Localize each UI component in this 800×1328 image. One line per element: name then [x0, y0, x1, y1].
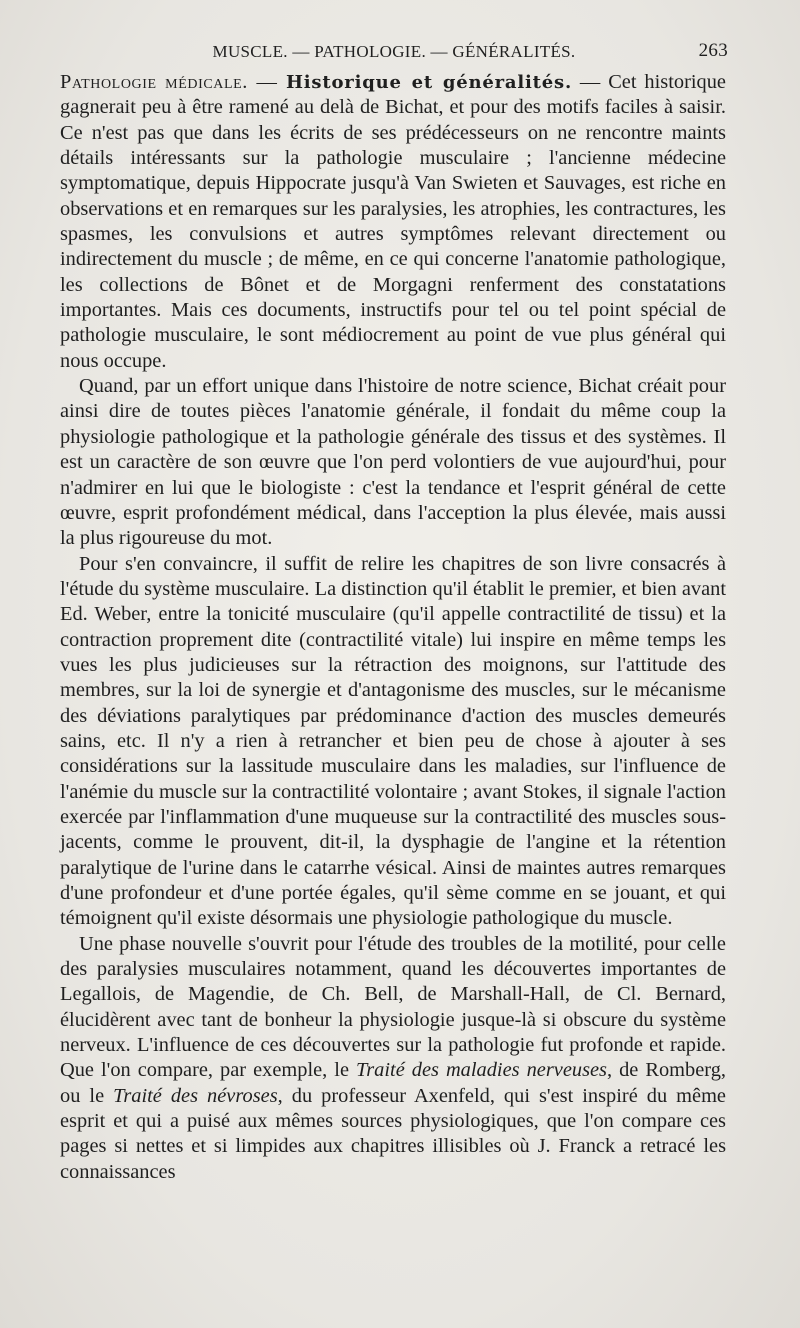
paragraph-text: Quand, par un effort unique dans l'histoire de notre science, Bichat créait pour ainsi dire de toutes pièces l'anatomie générale, il fondait du même coup la physiologie pathologique et la pathologie générale des tissus et des systèmes. Il est un caractère de son œuvre que l'on perd volontiers de vue aujourd'hui, pour n'admirer en lui que le biologiste : c'est la tendance et l'esprit général de cette œuvre, esprit profondément médical, dans l'acception la plus élevée, mais aussi la plus rigoureuse du mot. [60, 375, 726, 550]
running-head [60, 38, 728, 66]
page-number: 263 [698, 40, 728, 61]
paragraph [60, 552, 726, 932]
paragraph [60, 70, 726, 374]
book-title: Traité des névroses [113, 1084, 278, 1107]
paragraph [60, 932, 726, 1185]
paragraph-text: , du professeur Axenfeld, qui s'est inspiré du même esprit et qui a puisé aux mêmes sources physiologiques, que l'on compare ces pages si nettes et si limpides aux chapitres illisibles où J. Franck a retracé les connaissances [60, 1084, 726, 1183]
section-label: Pathologie médicale. — [60, 71, 286, 93]
section-heading: Historique et généralités. [285, 72, 573, 93]
running-title: MUSCLE. — PATHOLOGIE. — GÉNÉRALITÉS. [212, 42, 576, 61]
paragraph-text: Pour s'en convaincre, il suffit de relire les chapitres de son livre consacrés à l'étude du système musculaire. La distinction qu'il établit le premier, et bien avant Ed. Weber, entre la tonicité musculaire (qu'il appelle contractilité de tissu) et la contraction proprement dite (contractilité vitale) lui inspire en même temps les vues les plus judicieuses sur la rétraction des moignons, sur l'attitude des membres, sur la loi de synergie et d'antagonisme des muscles, sur le mécanisme des déviations paralytiques par prédominance d'action des muscles demeurés sains, etc. Il n'y a rien à retrancher et bien peu de chose à ajouter à ses considérations sur la lassitude musculaire dans les maladies, sur l'influence de l'anémie du muscle sur la contractilité volontaire ; avant Stokes, il signale l'action exercée par l'inflammation d'une muqueuse sur la contractilité des muscles sous-jacents, comme le prouvent, dit-il, la dysphagie de l'angine et la rétention paralytique de l'urine dans le catarrhe vésical. Ainsi de maintes autres remarques d'une profondeur et d'une portée égales, qu'il sème comme en se jouant, et qui témoignent qu'il existe désormais une physiologie pathologique du muscle. [60, 552, 726, 930]
paragraph [60, 374, 726, 551]
paragraph-text: — Cet historique gagnerait peu à être ramené au delà de Bichat, et pour des motifs faciles à saisir. Ce n'est pas que dans les écrits de ses prédécesseurs on ne rencontre maints détails intéressants sur la pathologie musculaire ; l'ancienne médecine symptomatique, depuis Hippocrate jusqu'à Van Swieten et Sauvages, est riche en observations et en remarques sur les paralysies, les atrophies, les contractures, les spasmes, les convulsions et autres symptômes relevant directement ou indirectement du muscle ; de même, en ce qui concerne l'anatomie pathologique, les collections de Bônet et de Morgagni renferment des constatations importantes. Mais ces documents, instructifs pour tel ou tel point spécial de pathologie musculaire, le sont médiocrement au point de vue plus général qui nous occupe. [60, 71, 726, 372]
body-text [60, 70, 726, 1185]
paragraph-text: , de Romberg, ou le [60, 1059, 726, 1107]
book-title: Traité des maladies nerveuses [356, 1059, 607, 1082]
paragraph-text: Une phase nouvelle s'ouvrit pour l'étude des troubles de la motilité, pour celle des paralysies musculaires notamment, quand les découvertes importantes de Legallois, de Magendie, de Ch. Bell, de Marshall-Hall, de Cl. Bernard, élucidèrent avec tant de bonheur la physiologie jusque-là si obscure du système nerveux. L'influence de ces découvertes sur la pathologie fut profonde et rapide. Que l'on compare, par exemple, le [60, 932, 726, 1082]
